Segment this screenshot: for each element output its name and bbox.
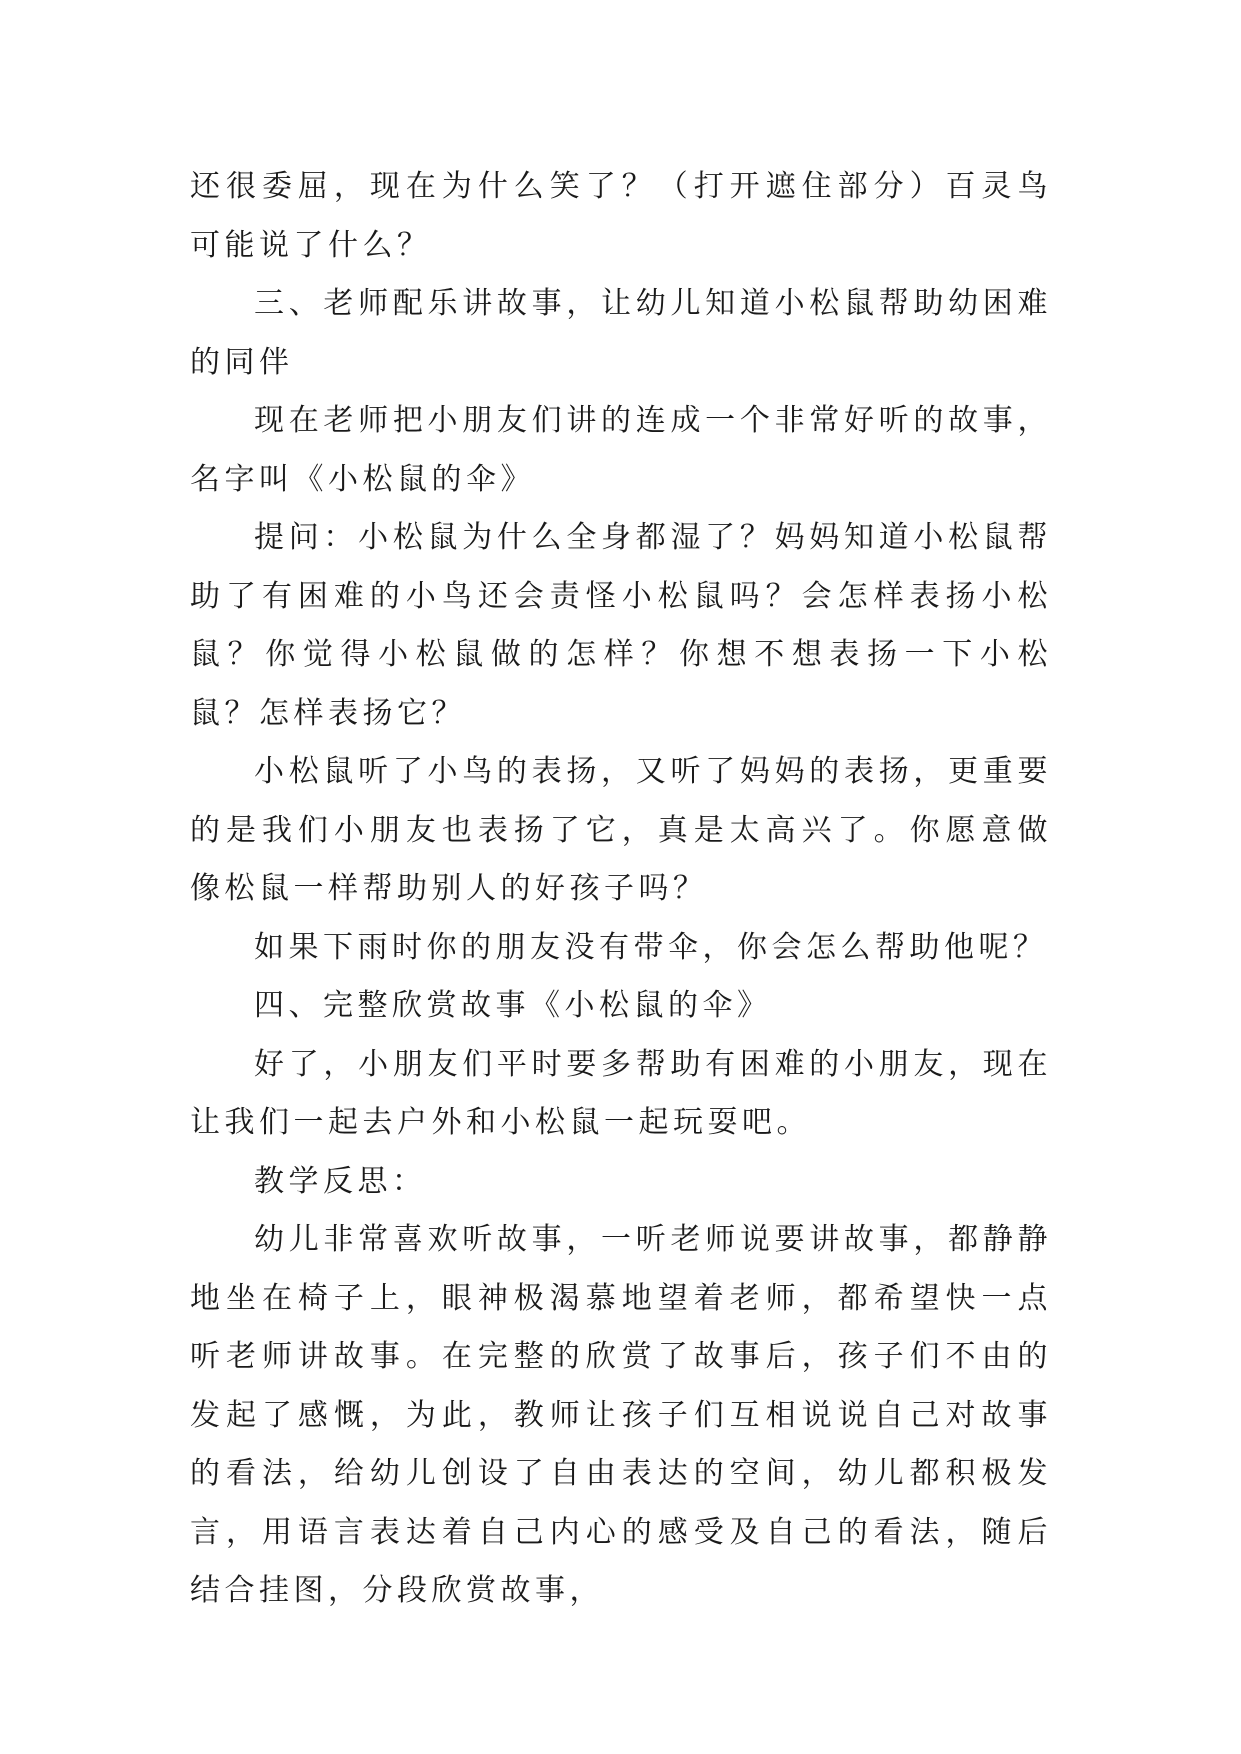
section-heading-four: 四、完整欣赏故事《小松鼠的伞》 [254, 988, 772, 1023]
paragraph-questions: 提问：小松鼠为什么全身都湿了？妈妈知道小松鼠帮助了有困难的小鸟还会责怪小松鼠吗？会怎样表扬小松鼠？你觉得小松鼠做的怎样？你想不想表扬一下小松鼠？怎样表扬它？ [190, 520, 1052, 731]
paragraph-closing: 好了，小朋友们平时要多帮助有困难的小朋友，现在让我们一起去户外和小松鼠一起玩耍吧。 [190, 1046, 1052, 1140]
paragraph-praise: 小松鼠听了小鸟的表扬，又听了妈妈的表扬，更重要的是我们小朋友也表扬了它，真是太高兴了。你愿意做像松鼠一样帮助别人的好孩子吗？ [190, 754, 1052, 906]
paragraph-reflection: 幼儿非常喜欢听故事，一听老师说要讲故事，都静静地坐在椅子上，眼神极渴慕地望着老师，都希望快一点听老师讲故事。在完整的欣赏了故事后，孩子们不由的发起了感慨，为此，教师让孩子们互相说说自己对故事的看法，给幼儿创设了自由表达的空间，幼儿都积极发言，用语言表达着自己内心的感受及自己的看法，随后结合挂图，分段欣赏故事， [190, 1222, 1052, 1608]
section-heading-three: 三、老师配乐讲故事，让幼儿知道小松鼠帮助幼困难的同伴 [190, 286, 1052, 380]
paragraph-story-intro: 现在老师把小朋友们讲的连成一个非常好听的故事，名字叫《小松鼠的伞》 [190, 403, 1052, 497]
paragraph-continued: 还很委屈，现在为什么笑了？（打开遮住部分）百灵鸟可能说了什么？ [190, 169, 1052, 263]
reflection-heading: 教学反思： [254, 1163, 427, 1199]
paragraph-rain-question: 如果下雨时你的朋友没有带伞，你会怎么帮助他呢？ [254, 929, 1048, 965]
document-body [190, 158, 1052, 1621]
